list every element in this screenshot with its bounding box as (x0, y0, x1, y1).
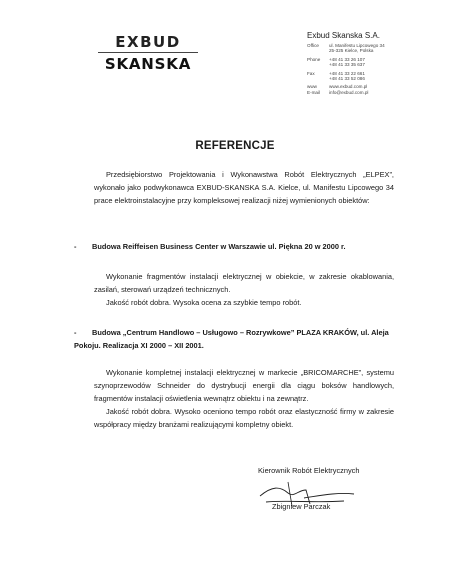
contact-details (307, 43, 467, 95)
logo-skanska-text: SKANSKA (104, 55, 192, 73)
project-heading-text: Budowa Reiffeisen Business Center w Warszawie ul. Piękna 20 w 2000 r. (92, 242, 346, 251)
signatory-name: Zbigniew Parczak (272, 502, 331, 511)
fax-number: +48 41 33 22 661 (329, 70, 365, 76)
contact-office (307, 43, 467, 54)
signatory-role: Kierownik Robót Elektrycznych (258, 466, 360, 475)
phone-number: +48 41 33 26 107 (329, 56, 365, 62)
contact-label: Fax (307, 70, 315, 76)
office-address-line: ul. Manifestu Lipcowego 34 (329, 43, 385, 48)
contact-email (307, 90, 467, 95)
company-contact-block (307, 31, 467, 95)
office-address-line: 25-325 Kielce, Polska (329, 48, 374, 54)
contact-label: E-mail (307, 89, 321, 95)
contact-label: Office (307, 43, 319, 48)
contact-label: Phone (307, 56, 321, 62)
contact-fax (307, 71, 467, 82)
contact-phone (307, 57, 467, 68)
fax-number: +48 41 33 52 086 (329, 76, 365, 82)
intro-paragraph: Przedsiębiorstwo Projektowania i Wykonawstwa Robót Elektrycznych „ELPEX”, wykonało jako podwykonawca EXBUD-SKANSKA S.A. Kielce, ul. Manifestu Lipcowego 34 prace elektroinstalacyjne przy kompleksowej realizacji niżej wymienionych obiektów: (94, 170, 394, 205)
company-name: Exbud Skanska S.A. (307, 31, 380, 40)
project-heading (74, 326, 394, 352)
project-heading (74, 240, 394, 253)
project-description: Wykonanie kompletnej instalacji elektrycznej w markecie „BRICOMARCHE”, systemu szynoprzewodów Schneider do dystrybucji energii dla ciągu boksów handlowych, fragmentów instalacji oświetlenia wewnątrz obiektu i na zewnątrz. (94, 368, 394, 403)
list-marker: - (74, 328, 77, 337)
website: www.exbud.com.pl (329, 84, 368, 90)
project-note: Jakość robót dobra. Wysoka ocena za szybkie tempo robót. (106, 298, 302, 307)
project-description: Wykonanie fragmentów instalacji elektrycznej w obiekcie, w zakresie okablowania, zasilań, sterowań urządzeń technicznych. (94, 272, 394, 294)
list-marker: - (74, 242, 77, 251)
logo-exbud-text: EXBUD (115, 33, 181, 51)
project-heading-text: Budowa „Centrum Handlowo – Usługowo – Rozrywkowe” PLAZA KRAKÓW, ul. Aleja Pokoju. Realizacja XI 2000 – XII 2001. (74, 328, 389, 350)
signature-block (258, 464, 398, 511)
email-address: info@exbud.com.pl (329, 89, 369, 95)
logo-divider (98, 52, 198, 53)
company-logo (96, 34, 200, 73)
phone-number: +48 41 33 35 637 (329, 62, 365, 68)
project-note: Jakość robót dobra. Wysoko oceniono tempo robót oraz elastyczność firmy w zakresie współpracy między branżami realizującymi kompletny obiekt. (94, 407, 394, 429)
document-title: REFERENCJE (195, 140, 275, 152)
contact-label: www (307, 84, 317, 90)
